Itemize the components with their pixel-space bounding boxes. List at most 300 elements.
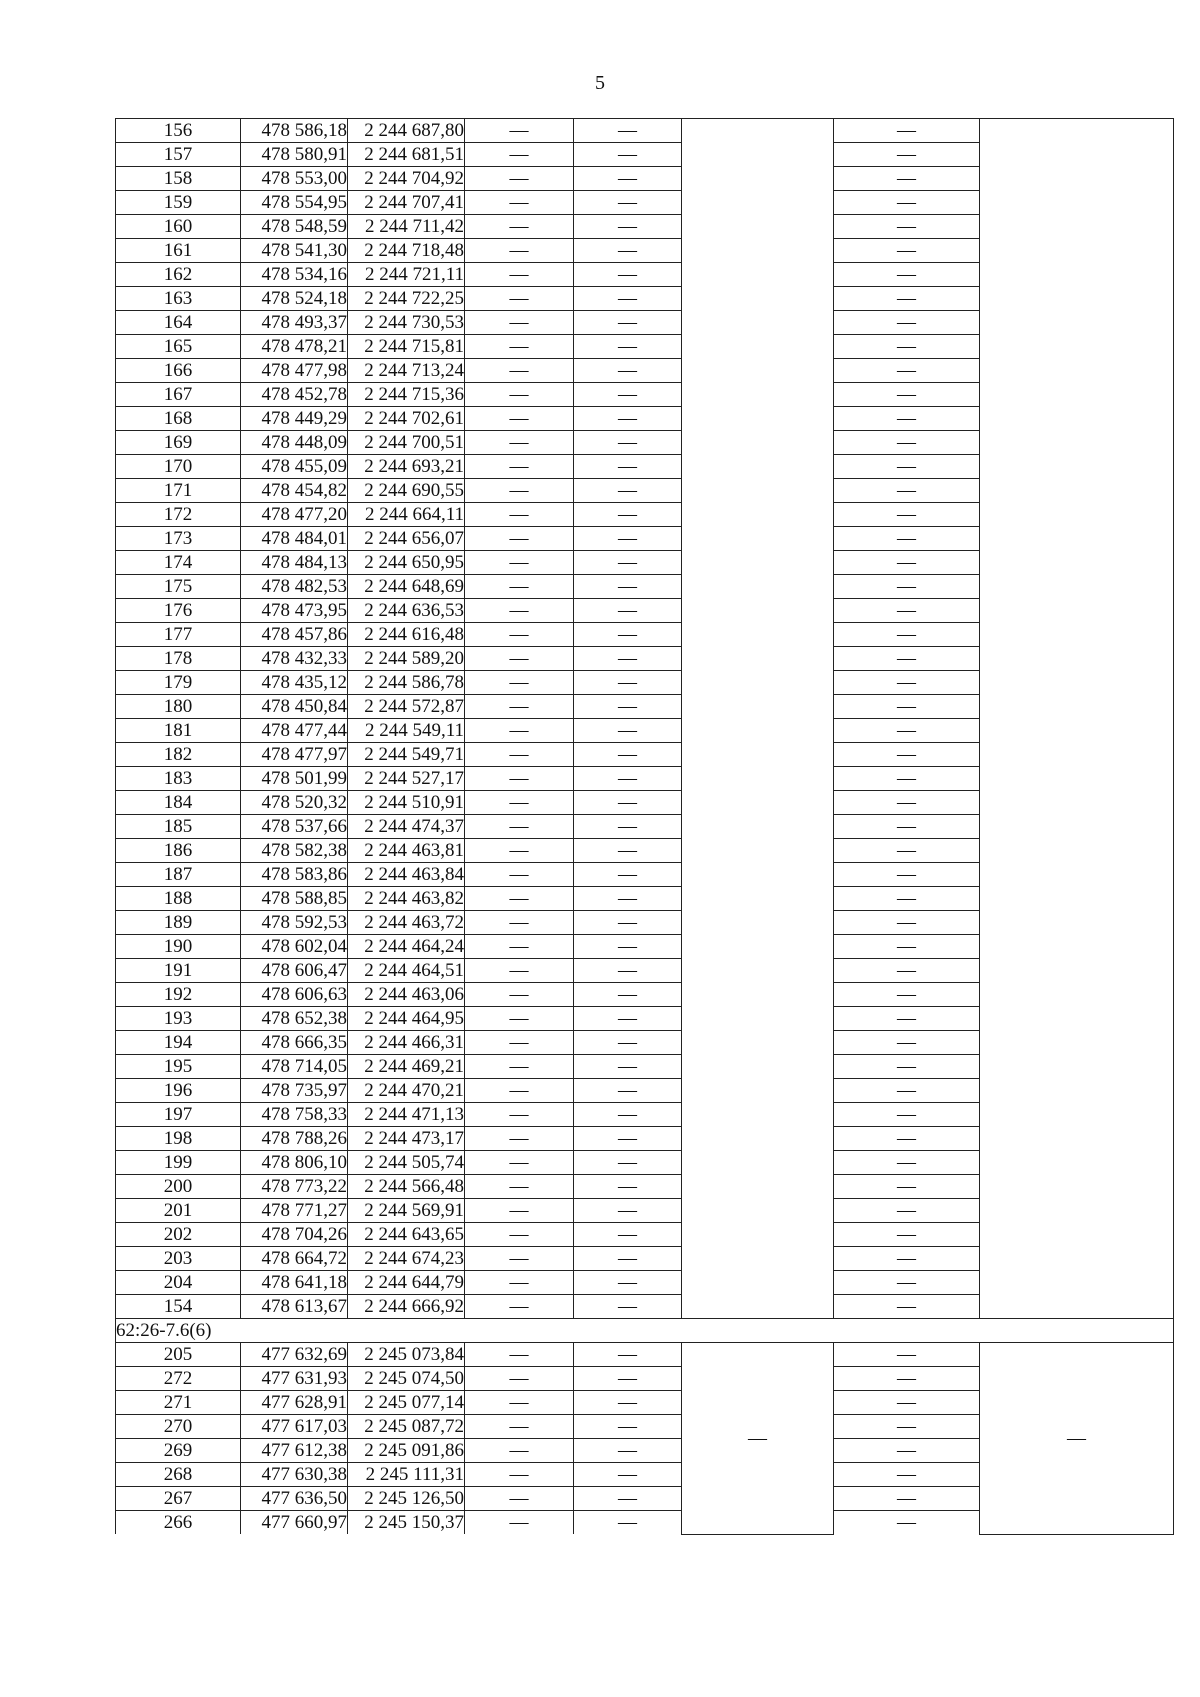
- dash-cell: —: [465, 551, 574, 575]
- coordinate-x: 478 482,53: [241, 575, 348, 599]
- dash-cell: —: [465, 287, 574, 311]
- point-number: 190: [116, 935, 241, 959]
- point-number: 179: [116, 671, 241, 695]
- dash-cell: —: [465, 743, 574, 767]
- point-number: 157: [116, 143, 241, 167]
- dash-cell: —: [574, 1343, 682, 1367]
- table-row: [116, 1343, 1174, 1367]
- coordinate-y: 2 244 711,42: [348, 215, 465, 239]
- point-number: 271: [116, 1391, 241, 1415]
- coordinate-y: 2 244 463,84: [348, 863, 465, 887]
- dash-cell: —: [834, 767, 980, 791]
- point-number: 182: [116, 743, 241, 767]
- coordinate-y: 2 244 471,13: [348, 1103, 465, 1127]
- dash-cell: —: [574, 1199, 682, 1223]
- point-number: 165: [116, 335, 241, 359]
- dash-cell: —: [834, 263, 980, 287]
- dash-cell: —: [834, 551, 980, 575]
- point-number: 191: [116, 959, 241, 983]
- dash-cell: —: [574, 1463, 682, 1487]
- dash-cell: —: [834, 1175, 980, 1199]
- dash-cell: —: [574, 623, 682, 647]
- dash-cell: —: [574, 1295, 682, 1319]
- coordinate-y: 2 244 464,24: [348, 935, 465, 959]
- dash-cell: —: [465, 1271, 574, 1295]
- dash-cell: —: [465, 671, 574, 695]
- coordinate-y: 2 244 681,51: [348, 143, 465, 167]
- coordinate-x: 478 758,33: [241, 1103, 348, 1127]
- dash-cell: —: [834, 503, 980, 527]
- dash-cell: —: [465, 479, 574, 503]
- dash-cell: —: [574, 359, 682, 383]
- coordinate-x: 478 606,47: [241, 959, 348, 983]
- dash-cell: —: [834, 1295, 980, 1319]
- dash-cell: —: [465, 1175, 574, 1199]
- dash-cell: —: [834, 959, 980, 983]
- coordinate-y: 2 244 636,53: [348, 599, 465, 623]
- dash-cell: —: [834, 1007, 980, 1031]
- dash-cell: —: [834, 623, 980, 647]
- point-number: 196: [116, 1079, 241, 1103]
- point-number: 164: [116, 311, 241, 335]
- point-number: 162: [116, 263, 241, 287]
- dash-cell: —: [834, 935, 980, 959]
- coordinate-y: 2 244 707,41: [348, 191, 465, 215]
- point-number: 184: [116, 791, 241, 815]
- dash-cell: —: [465, 791, 574, 815]
- point-number: 174: [116, 551, 241, 575]
- coordinate-x: 478 666,35: [241, 1031, 348, 1055]
- coordinate-y: 2 244 704,92: [348, 167, 465, 191]
- dash-cell: —: [465, 431, 574, 455]
- dash-cell: —: [574, 119, 682, 143]
- coordinate-x: 477 631,93: [241, 1367, 348, 1391]
- dash-cell: —: [834, 1223, 980, 1247]
- coordinate-x: 478 771,27: [241, 1199, 348, 1223]
- point-number: 269: [116, 1439, 241, 1463]
- point-number: 159: [116, 191, 241, 215]
- coordinate-x: 478 641,18: [241, 1271, 348, 1295]
- coordinate-y: 2 245 126,50: [348, 1487, 465, 1511]
- dash-cell: —: [834, 887, 980, 911]
- dash-cell: —: [834, 791, 980, 815]
- coordinate-x: 478 524,18: [241, 287, 348, 311]
- point-number: 171: [116, 479, 241, 503]
- dash-cell: —: [574, 719, 682, 743]
- dash-cell: —: [465, 383, 574, 407]
- coordinate-y: 2 245 077,14: [348, 1391, 465, 1415]
- coordinate-x: 478 448,09: [241, 431, 348, 455]
- point-number: 154: [116, 1295, 241, 1319]
- coordinate-x: 478 806,10: [241, 1151, 348, 1175]
- coordinate-x: 478 553,00: [241, 167, 348, 191]
- coordinate-x: 477 612,38: [241, 1439, 348, 1463]
- coordinate-x: 478 432,33: [241, 647, 348, 671]
- dash-cell: —: [465, 911, 574, 935]
- dash-cell: —: [574, 815, 682, 839]
- dash-cell: —: [574, 839, 682, 863]
- dash-cell: —: [834, 911, 980, 935]
- point-number: 272: [116, 1367, 241, 1391]
- section-row: [116, 1319, 1174, 1343]
- dash-cell: —: [834, 311, 980, 335]
- dash-cell: —: [834, 1463, 980, 1487]
- dash-cell: —: [834, 1079, 980, 1103]
- dash-cell: —: [574, 647, 682, 671]
- coordinate-x: 478 452,78: [241, 383, 348, 407]
- dash-cell: —: [574, 1031, 682, 1055]
- point-number: 268: [116, 1463, 241, 1487]
- coordinate-x: 477 660,97: [241, 1511, 348, 1535]
- coordinates-table: [115, 118, 1174, 1535]
- coordinate-y: 2 244 473,17: [348, 1127, 465, 1151]
- point-number: 156: [116, 119, 241, 143]
- dash-cell: —: [465, 359, 574, 383]
- dash-cell: —: [574, 1271, 682, 1295]
- coordinate-x: 478 477,97: [241, 743, 348, 767]
- merged-cell: [682, 119, 834, 1319]
- dash-cell: —: [834, 215, 980, 239]
- coordinate-x: 478 735,97: [241, 1079, 348, 1103]
- dash-cell: —: [834, 167, 980, 191]
- coordinate-y: 2 245 111,31: [348, 1463, 465, 1487]
- dash-cell: —: [574, 167, 682, 191]
- dash-cell: —: [834, 695, 980, 719]
- dash-cell: —: [465, 1247, 574, 1271]
- dash-cell: —: [574, 455, 682, 479]
- point-number: 202: [116, 1223, 241, 1247]
- coordinate-x: 478 606,63: [241, 983, 348, 1007]
- point-number: 205: [116, 1343, 241, 1367]
- dash-cell: —: [574, 1415, 682, 1439]
- point-number: 193: [116, 1007, 241, 1031]
- section-label: 62:26-7.6(6): [116, 1319, 1174, 1343]
- dash-cell: —: [834, 479, 980, 503]
- dash-cell: —: [834, 143, 980, 167]
- dash-cell: —: [465, 1487, 574, 1511]
- coordinate-x: 478 534,16: [241, 263, 348, 287]
- dash-cell: —: [574, 695, 682, 719]
- dash-cell: —: [574, 1103, 682, 1127]
- coordinate-y: 2 244 666,92: [348, 1295, 465, 1319]
- coordinate-y: 2 244 718,48: [348, 239, 465, 263]
- coordinate-y: 2 244 470,21: [348, 1079, 465, 1103]
- dash-cell: —: [574, 215, 682, 239]
- coordinate-y: 2 244 505,74: [348, 1151, 465, 1175]
- dash-cell: —: [465, 1031, 574, 1055]
- coordinate-y: 2 244 566,48: [348, 1175, 465, 1199]
- point-number: 189: [116, 911, 241, 935]
- coordinate-x: 478 478,21: [241, 335, 348, 359]
- merged-cell: —: [682, 1343, 834, 1535]
- point-number: 168: [116, 407, 241, 431]
- merged-cell: [980, 119, 1174, 1319]
- dash-cell: —: [574, 1511, 682, 1535]
- dash-cell: —: [465, 719, 574, 743]
- dash-cell: —: [834, 1151, 980, 1175]
- coordinate-x: 478 477,98: [241, 359, 348, 383]
- dash-cell: —: [465, 887, 574, 911]
- dash-cell: —: [465, 1223, 574, 1247]
- dash-cell: —: [834, 743, 980, 767]
- dash-cell: —: [465, 1127, 574, 1151]
- dash-cell: —: [574, 863, 682, 887]
- coordinate-x: 478 704,26: [241, 1223, 348, 1247]
- dash-cell: —: [465, 1439, 574, 1463]
- dash-cell: —: [465, 191, 574, 215]
- point-number: 176: [116, 599, 241, 623]
- coordinate-x: 478 652,38: [241, 1007, 348, 1031]
- dash-cell: —: [834, 1439, 980, 1463]
- dash-cell: —: [465, 215, 574, 239]
- dash-cell: —: [465, 863, 574, 887]
- dash-cell: —: [465, 167, 574, 191]
- dash-cell: —: [574, 407, 682, 431]
- coordinate-y: 2 244 700,51: [348, 431, 465, 455]
- dash-cell: —: [465, 1415, 574, 1439]
- dash-cell: —: [465, 1295, 574, 1319]
- merged-cell: —: [980, 1343, 1174, 1535]
- coordinate-x: 478 454,82: [241, 479, 348, 503]
- coordinate-y: 2 244 464,95: [348, 1007, 465, 1031]
- dash-cell: —: [834, 1391, 980, 1415]
- coordinate-y: 2 244 722,25: [348, 287, 465, 311]
- coordinate-y: 2 244 572,87: [348, 695, 465, 719]
- coordinate-x: 478 449,29: [241, 407, 348, 431]
- dash-cell: —: [834, 1487, 980, 1511]
- dash-cell: —: [834, 287, 980, 311]
- dash-cell: —: [465, 623, 574, 647]
- coordinate-y: 2 244 549,71: [348, 743, 465, 767]
- point-number: 204: [116, 1271, 241, 1295]
- coordinate-y: 2 245 074,50: [348, 1367, 465, 1391]
- dash-cell: —: [834, 1367, 980, 1391]
- dash-cell: —: [574, 527, 682, 551]
- coordinate-x: 478 664,72: [241, 1247, 348, 1271]
- dash-cell: —: [834, 647, 980, 671]
- dash-cell: —: [465, 1103, 574, 1127]
- dash-cell: —: [834, 119, 980, 143]
- coordinate-x: 478 554,95: [241, 191, 348, 215]
- point-number: 175: [116, 575, 241, 599]
- dash-cell: —: [465, 527, 574, 551]
- dash-cell: —: [465, 335, 574, 359]
- coordinate-y: 2 244 674,23: [348, 1247, 465, 1271]
- dash-cell: —: [574, 1055, 682, 1079]
- point-number: 173: [116, 527, 241, 551]
- dash-cell: —: [574, 239, 682, 263]
- dash-cell: —: [834, 1199, 980, 1223]
- dash-cell: —: [834, 815, 980, 839]
- coordinate-y: 2 244 469,21: [348, 1055, 465, 1079]
- point-number: 203: [116, 1247, 241, 1271]
- point-number: 160: [116, 215, 241, 239]
- coordinate-x: 477 636,50: [241, 1487, 348, 1511]
- coordinate-x: 478 582,38: [241, 839, 348, 863]
- dash-cell: —: [834, 839, 980, 863]
- coordinate-y: 2 245 073,84: [348, 1343, 465, 1367]
- dash-cell: —: [574, 959, 682, 983]
- dash-cell: —: [465, 1199, 574, 1223]
- dash-cell: —: [574, 335, 682, 359]
- dash-cell: —: [574, 551, 682, 575]
- coordinate-y: 2 244 586,78: [348, 671, 465, 695]
- dash-cell: —: [465, 311, 574, 335]
- dash-cell: —: [574, 311, 682, 335]
- page-number: 5: [595, 72, 605, 94]
- point-number: 188: [116, 887, 241, 911]
- dash-cell: —: [465, 815, 574, 839]
- coordinate-y: 2 244 730,53: [348, 311, 465, 335]
- coordinate-x: 478 477,44: [241, 719, 348, 743]
- dash-cell: —: [834, 863, 980, 887]
- dash-cell: —: [465, 407, 574, 431]
- dash-cell: —: [574, 1367, 682, 1391]
- dash-cell: —: [465, 1079, 574, 1103]
- dash-cell: —: [465, 1151, 574, 1175]
- dash-cell: —: [834, 1031, 980, 1055]
- point-number: 185: [116, 815, 241, 839]
- dash-cell: —: [574, 1151, 682, 1175]
- dash-cell: —: [834, 575, 980, 599]
- dash-cell: —: [574, 1223, 682, 1247]
- dash-cell: —: [574, 671, 682, 695]
- coordinate-x: 478 592,53: [241, 911, 348, 935]
- coordinate-x: 477 617,03: [241, 1415, 348, 1439]
- coordinate-x: 478 602,04: [241, 935, 348, 959]
- point-number: 186: [116, 839, 241, 863]
- dash-cell: —: [574, 287, 682, 311]
- dash-cell: —: [574, 503, 682, 527]
- coordinate-y: 2 244 721,11: [348, 263, 465, 287]
- coordinate-y: 2 244 569,91: [348, 1199, 465, 1223]
- dash-cell: —: [574, 383, 682, 407]
- dash-cell: —: [574, 191, 682, 215]
- coordinate-x: 478 583,86: [241, 863, 348, 887]
- point-number: 192: [116, 983, 241, 1007]
- coordinate-x: 478 541,30: [241, 239, 348, 263]
- dash-cell: —: [834, 455, 980, 479]
- coordinate-y: 2 244 664,11: [348, 503, 465, 527]
- dash-cell: —: [834, 527, 980, 551]
- dash-cell: —: [574, 767, 682, 791]
- coordinate-y: 2 244 474,37: [348, 815, 465, 839]
- dash-cell: —: [574, 1439, 682, 1463]
- coordinate-y: 2 244 713,24: [348, 359, 465, 383]
- coordinate-x: 478 473,95: [241, 599, 348, 623]
- dash-cell: —: [465, 1391, 574, 1415]
- dash-cell: —: [834, 191, 980, 215]
- point-number: 270: [116, 1415, 241, 1439]
- coordinate-y: 2 245 087,72: [348, 1415, 465, 1439]
- coordinate-y: 2 244 648,69: [348, 575, 465, 599]
- dash-cell: —: [465, 1367, 574, 1391]
- dash-cell: —: [834, 359, 980, 383]
- dash-cell: —: [574, 887, 682, 911]
- dash-cell: —: [574, 1079, 682, 1103]
- coordinate-x: 477 628,91: [241, 1391, 348, 1415]
- dash-cell: —: [574, 743, 682, 767]
- coordinate-y: 2 244 644,79: [348, 1271, 465, 1295]
- coordinate-x: 478 586,18: [241, 119, 348, 143]
- point-number: 187: [116, 863, 241, 887]
- coordinate-y: 2 244 464,51: [348, 959, 465, 983]
- point-number: 169: [116, 431, 241, 455]
- point-number: 167: [116, 383, 241, 407]
- dash-cell: —: [834, 1511, 980, 1535]
- coordinate-x: 478 788,26: [241, 1127, 348, 1151]
- dash-cell: —: [465, 239, 574, 263]
- coordinate-y: 2 244 690,55: [348, 479, 465, 503]
- coordinate-y: 2 244 693,21: [348, 455, 465, 479]
- coordinate-x: 478 580,91: [241, 143, 348, 167]
- point-number: 158: [116, 167, 241, 191]
- dash-cell: —: [574, 983, 682, 1007]
- point-number: 197: [116, 1103, 241, 1127]
- dash-cell: —: [465, 1511, 574, 1535]
- dash-cell: —: [574, 1391, 682, 1415]
- coordinate-y: 2 244 527,17: [348, 767, 465, 791]
- coordinate-x: 478 714,05: [241, 1055, 348, 1079]
- coordinate-x: 478 477,20: [241, 503, 348, 527]
- dash-cell: —: [465, 119, 574, 143]
- coordinate-x: 478 493,37: [241, 311, 348, 335]
- dash-cell: —: [465, 263, 574, 287]
- coordinate-y: 2 244 466,31: [348, 1031, 465, 1055]
- dash-cell: —: [574, 935, 682, 959]
- dash-cell: —: [574, 1487, 682, 1511]
- dash-cell: —: [465, 455, 574, 479]
- dash-cell: —: [465, 695, 574, 719]
- dash-cell: —: [465, 647, 574, 671]
- coordinate-y: 2 244 715,81: [348, 335, 465, 359]
- coordinate-x: 478 484,13: [241, 551, 348, 575]
- coordinate-x: 478 501,99: [241, 767, 348, 791]
- dash-cell: —: [465, 767, 574, 791]
- dash-cell: —: [465, 1343, 574, 1367]
- point-number: 161: [116, 239, 241, 263]
- dash-cell: —: [465, 575, 574, 599]
- dash-cell: —: [574, 575, 682, 599]
- coordinate-x: 478 457,86: [241, 623, 348, 647]
- dash-cell: —: [574, 143, 682, 167]
- dash-cell: —: [574, 791, 682, 815]
- coordinate-y: 2 244 463,81: [348, 839, 465, 863]
- coordinate-x: 478 435,12: [241, 671, 348, 695]
- coordinate-y: 2 244 463,72: [348, 911, 465, 935]
- dash-cell: —: [834, 1127, 980, 1151]
- dash-cell: —: [574, 599, 682, 623]
- point-number: 180: [116, 695, 241, 719]
- point-number: 183: [116, 767, 241, 791]
- dash-cell: —: [465, 959, 574, 983]
- dash-cell: —: [834, 335, 980, 359]
- coordinate-y: 2 245 091,86: [348, 1439, 465, 1463]
- coordinates-table-body: [116, 119, 1174, 1535]
- point-number: 195: [116, 1055, 241, 1079]
- coordinate-y: 2 245 150,37: [348, 1511, 465, 1535]
- coordinate-y: 2 244 656,07: [348, 527, 465, 551]
- dash-cell: —: [834, 1271, 980, 1295]
- coordinate-x: 478 520,32: [241, 791, 348, 815]
- point-number: 266: [116, 1511, 241, 1535]
- dash-cell: —: [465, 983, 574, 1007]
- dash-cell: —: [834, 239, 980, 263]
- dash-cell: —: [834, 1343, 980, 1367]
- coordinate-y: 2 244 650,95: [348, 551, 465, 575]
- point-number: 199: [116, 1151, 241, 1175]
- dash-cell: —: [574, 1247, 682, 1271]
